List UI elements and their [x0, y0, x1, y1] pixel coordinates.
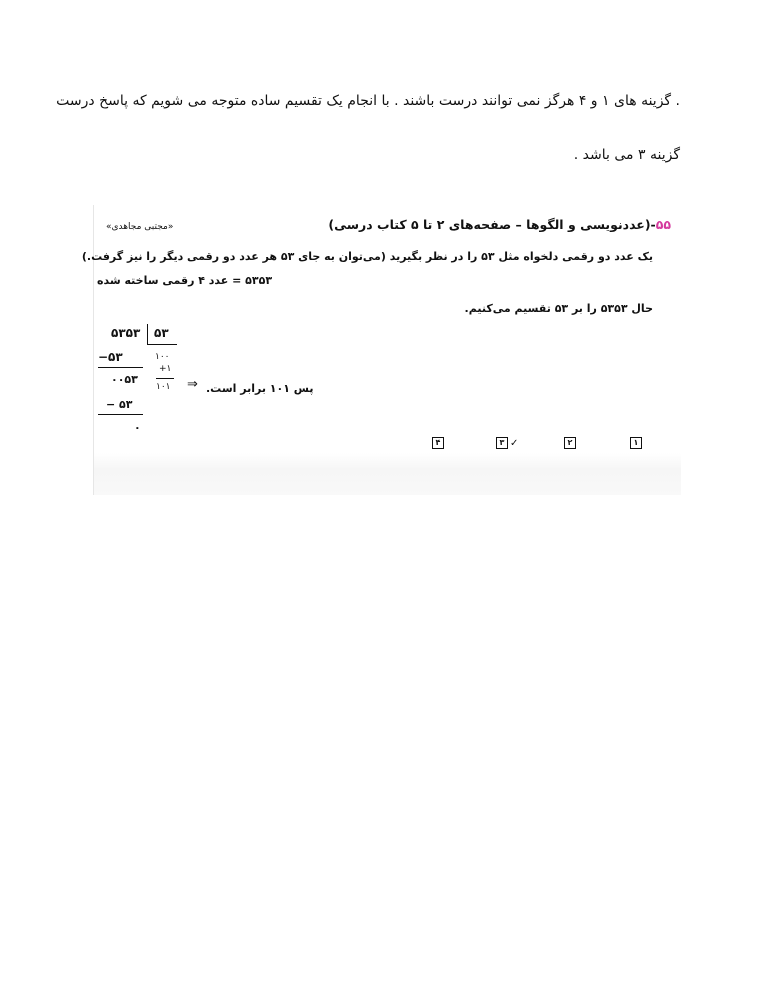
division-dividend: ۵۳۵۳	[111, 326, 141, 340]
question-header	[328, 217, 671, 232]
answer-line-1: . گزینه های ۱ و ۴ هرگز نمی توانند درست باشند . با انجام یک تقسیم ساده متوجه می شویم که پاسخ درست	[56, 93, 680, 109]
option-3-box: ۳	[496, 437, 508, 449]
division-remainder-1: ۰۰۵۳	[111, 373, 138, 386]
division-bracket-vertical	[147, 324, 148, 345]
option-1	[630, 437, 642, 449]
option-4-box: ۴	[432, 437, 444, 449]
question-topic: -(عددنویسی و الگوها – صفحه‌های ۲ تا ۵ کتاب درسی)	[328, 217, 656, 232]
solution-paragraph-3: حال ۵۳۵۳ را بر ۵۳ تقسیم می‌کنیم.	[464, 302, 653, 315]
option-4	[432, 437, 444, 449]
option-2-box: ۲	[564, 437, 576, 449]
division-subtract-1: −۵۳	[98, 350, 123, 364]
question-number: ۵۵	[655, 217, 671, 232]
division-subtract-2: − ۵۳	[106, 398, 133, 411]
check-mark-icon: ✓	[510, 437, 519, 449]
conclusion-text: پس ۱۰۱ برابر است.	[206, 382, 314, 395]
solution-paragraph-2: ۵۳۵۳ = عدد ۴ رقمی ساخته شده	[97, 274, 273, 287]
division-divisor: ۵۳	[154, 326, 169, 340]
division-rule-2	[98, 414, 143, 415]
author-credit: «مجتبی مجاهدی»	[106, 222, 174, 232]
quotient-rule	[156, 378, 174, 379]
solution-figure	[81, 205, 681, 495]
answer-line-2: گزینه ۳ می باشد .	[573, 147, 680, 163]
implies-arrow-icon: ⇒	[187, 377, 198, 392]
division-rule-1	[98, 367, 143, 368]
figure-fade	[94, 453, 681, 495]
quotient-total: ۱۰۱	[156, 382, 171, 392]
solution-paragraph-1: یک عدد دو رقمی دلخواه مثل ۵۳ را در نظر بگیرید (می‌توان به جای ۵۳ هر عدد دو رقمی دیگر را نیز گرفت.)	[81, 250, 653, 263]
option-2	[564, 437, 576, 449]
quotient-part-2: +۱	[159, 364, 172, 374]
division-remainder-2: ۰	[134, 421, 141, 434]
option-3	[496, 437, 518, 449]
quotient-part-1: ۱۰۰	[155, 352, 170, 362]
option-1-box: ۱	[630, 437, 642, 449]
division-bracket-horizontal	[147, 344, 177, 345]
